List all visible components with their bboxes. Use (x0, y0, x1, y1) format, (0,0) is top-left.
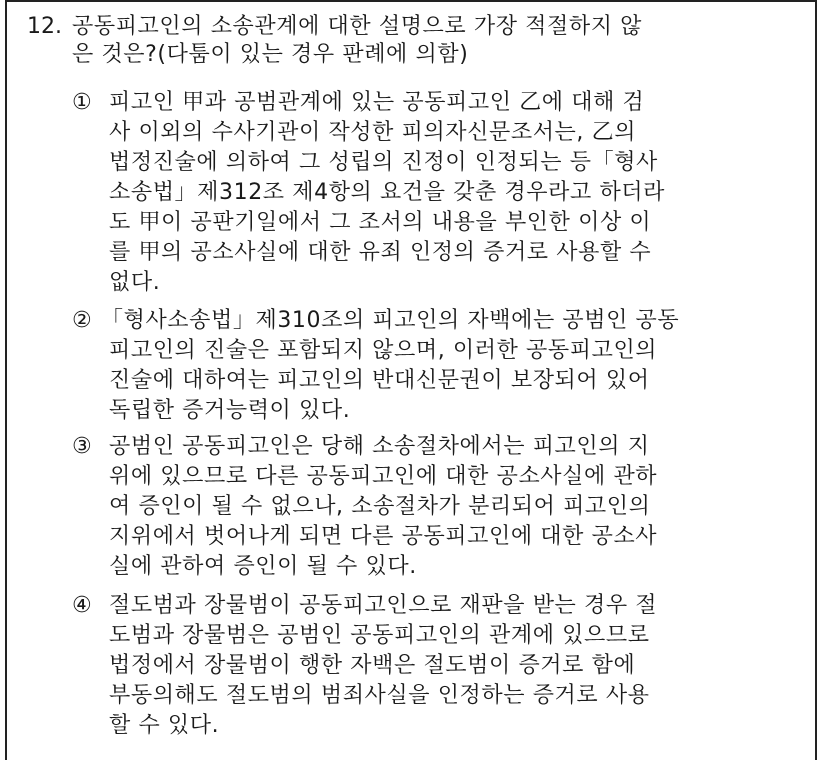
option-marker: ③ (72, 434, 92, 459)
option-line: 법정에서 장물범이 행한 자백은 절도범이 증거로 함에 (109, 653, 636, 678)
option-marker: ④ (72, 593, 92, 618)
option-line: 소송법」제312조 제4항의 요건을 갖춘 경우라고 하더라 (109, 180, 665, 205)
option-line: 지위에서 벗어나게 되면 다른 공동피고인에 대한 공소사 (109, 524, 658, 549)
option-line: 사 이외의 수사기관이 작성한 피의자신문조서는, 乙의 (109, 120, 637, 145)
option-line: 도 甲이 공판기일에서 그 조서의 내용을 부인한 이상 이 (109, 210, 652, 235)
option-line: 독립한 증거능력이 있다. (109, 398, 351, 423)
option-line: 할 수 있다. (109, 713, 220, 738)
option-line: 여 증인이 될 수 없으나, 소송절차가 분리되어 피고인의 (109, 494, 651, 519)
stem-line: 은 것은?(다툼이 있는 경우 판례에 의함) (72, 42, 469, 67)
option-line: 공범인 공동피고인은 당해 소송절차에서는 피고인의 지 (109, 434, 650, 459)
option-line: 부동의해도 절도범의 범죄사실을 인정하는 증거로 사용 (109, 683, 650, 708)
option-line: 「형사소송법」제310조의 피고인의 자백에는 공범인 공동 (101, 308, 680, 333)
option-line: 실에 관하여 증인이 될 수 있다. (109, 554, 417, 579)
option-line: 없다. (109, 270, 161, 295)
option-line: 피고인 甲과 공범관계에 있는 공동피고인 乙에 대해 검 (109, 90, 645, 115)
question-number: 12. (27, 14, 62, 39)
option-line: 진술에 대하여는 피고인의 반대신문권이 보장되어 있어 (109, 368, 650, 393)
option-line: 도범과 장물범은 공범인 공동피고인의 관계에 있으므로 (109, 623, 650, 648)
option-marker: ① (72, 90, 92, 115)
option-line: 법정진술에 의하여 그 성립의 진정이 인정되는 등「형사 (109, 150, 658, 175)
option-line: 피고인의 진술은 포함되지 않으며, 이러한 공동피고인의 (109, 338, 658, 363)
option-line: 를 甲의 공소사실에 대한 유죄 인정의 증거로 사용할 수 (109, 240, 652, 265)
option-line: 위에 있으므로 다른 공동피고인에 대한 공소사실에 관하 (109, 464, 658, 489)
option-marker: ② (72, 308, 92, 333)
stem-line: 공동피고인의 소송관계에 대한 설명으로 가장 적절하지 않 (72, 14, 643, 39)
option-line: 절도범과 장물범이 공동피고인으로 재판을 받는 경우 절 (109, 593, 658, 618)
